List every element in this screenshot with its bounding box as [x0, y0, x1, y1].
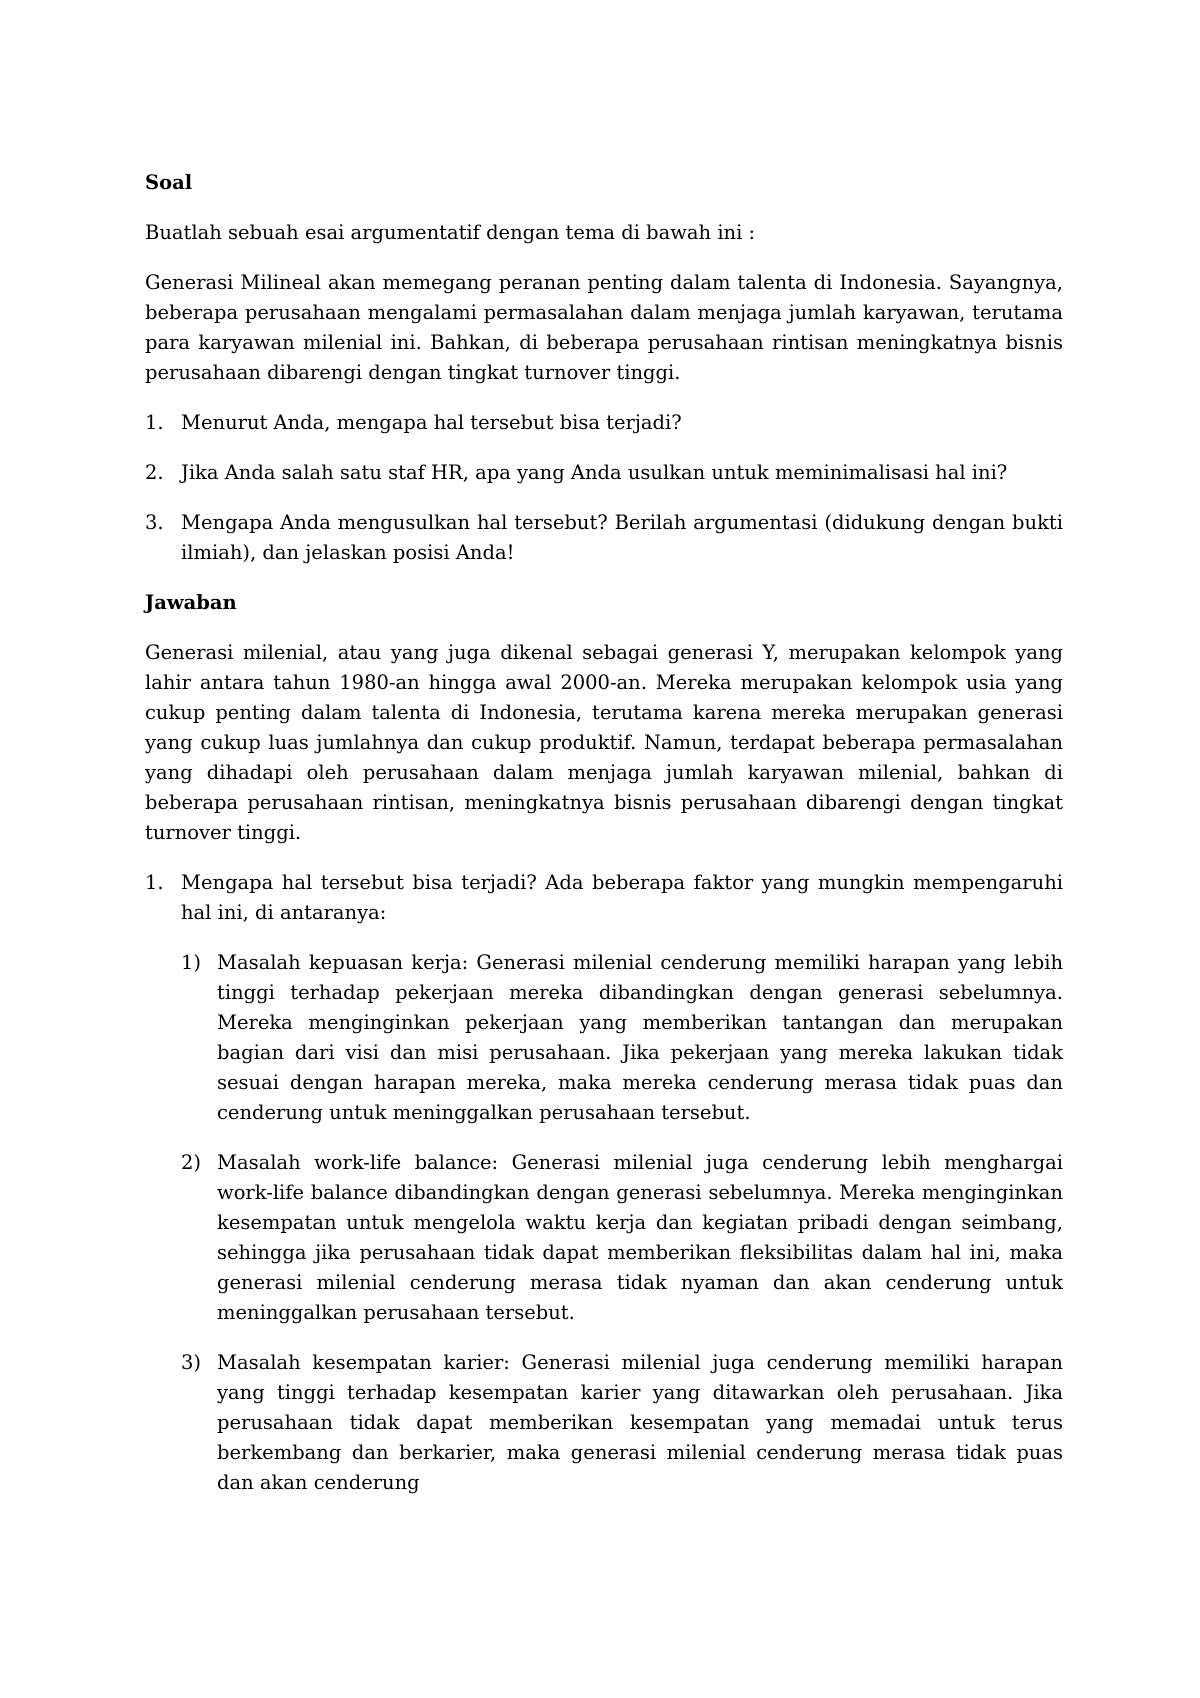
factor-item: [181, 948, 1063, 1128]
soal-heading: Soal: [145, 171, 193, 194]
question-item: [145, 458, 1063, 488]
document-page: [145, 168, 1063, 1518]
factor-text: Masalah work-life balance: Generasi milenial juga cenderung lebih menghargai work-life balance dibandingkan dengan generasi sebelumnya. Mereka menginginkan kesempatan untuk mengelola waktu kerja dan kegiatan pribadi dengan seimbang, sehingga jika perusahaan tidak dapat memberikan fleksibilitas dalam hal ini, maka generasi milenial cenderung merasa tidak nyaman dan akan cenderung untuk meninggalkan perusahaan tersebut.: [217, 1151, 1063, 1324]
factor-item: [181, 1148, 1063, 1328]
factor-number: 2): [181, 1151, 202, 1174]
question-text: Menurut Anda, mengapa hal tersebut bisa terjadi?: [181, 411, 682, 434]
question-number: 1.: [145, 411, 164, 434]
factor-number: 1): [181, 951, 202, 974]
question-list: [145, 408, 1063, 568]
factor-text: Masalah kepuasan kerja: Generasi milenial cenderung memiliki harapan yang lebih tinggi terhadap pekerjaan mereka dibandingkan dengan generasi sebelumnya. Mereka menginginkan pekerjaan yang memberikan tantangan dan merupakan bagian dari visi dan misi perusahaan. Jika pekerjaan yang mereka lakukan tidak sesuai dengan harapan mereka, maka mereka cenderung merasa tidak puas dan cenderung untuk meninggalkan perusahaan tersebut.: [217, 951, 1063, 1124]
answer-list: [145, 868, 1063, 1498]
question-text: Mengapa Anda mengusulkan hal tersebut? Berilah argumentasi (didukung dengan bukti ilmiah), dan jelaskan posisi Anda!: [181, 511, 1063, 564]
jawaban-intro-paragraph: Generasi milenial, atau yang juga dikenal sebagai generasi Y, merupakan kelompok yang lahir antara tahun 1980-an hingga awal 2000-an. Mereka merupakan kelompok usia yang cukup penting dalam talenta di Indonesia, terutama karena mereka merupakan generasi yang cukup luas jumlahnya dan cukup produktif. Namun, terdapat beberapa permasalahan yang dihadapi oleh perusahaan dalam menjaga jumlah karyawan milenial, bahkan di beberapa perusahaan rintisan, meningkatnya bisnis perusahaan dibarengi dengan tingkat turnover tinggi.: [145, 641, 1063, 844]
factor-text: Masalah kesempatan karier: Generasi milenial juga cenderung memiliki harapan yang tinggi terhadap kesempatan karier yang ditawarkan oleh perusahaan. Jika perusahaan tidak dapat memberikan kesempatan yang memadai untuk terus berkembang dan berkarier, maka generasi milenial cenderung merasa tidak puas dan akan cenderung: [217, 1351, 1063, 1494]
question-item: [145, 508, 1063, 568]
question-item: [145, 408, 1063, 438]
answer-item: [145, 868, 1063, 1498]
question-text: Jika Anda salah satu staf HR, apa yang Anda usulkan untuk meminimalisasi hal ini?: [181, 461, 1008, 484]
jawaban-heading: Jawaban: [145, 591, 237, 614]
question-number: 3.: [145, 511, 164, 534]
question-number: 2.: [145, 461, 164, 484]
soal-instruction: Buatlah sebuah esai argumentatif dengan tema di bawah ini :: [145, 221, 756, 244]
answer-number: 1.: [145, 871, 164, 894]
soal-theme-paragraph: Generasi Milineal akan memegang peranan penting dalam talenta di Indonesia. Sayangnya, beberapa perusahaan mengalami permasalahan dalam menjaga jumlah karyawan, terutama para karyawan milenial ini. Bahkan, di beberapa perusahaan rintisan meningkatnya bisnis perusahaan dibarengi dengan tingkat turnover tinggi.: [145, 271, 1063, 384]
factor-list: [181, 948, 1063, 1498]
answer-text: Mengapa hal tersebut bisa terjadi? Ada beberapa faktor yang mungkin mempengaruhi hal ini, di antaranya:: [181, 871, 1063, 924]
factor-item: [181, 1348, 1063, 1498]
factor-number: 3): [181, 1351, 202, 1374]
